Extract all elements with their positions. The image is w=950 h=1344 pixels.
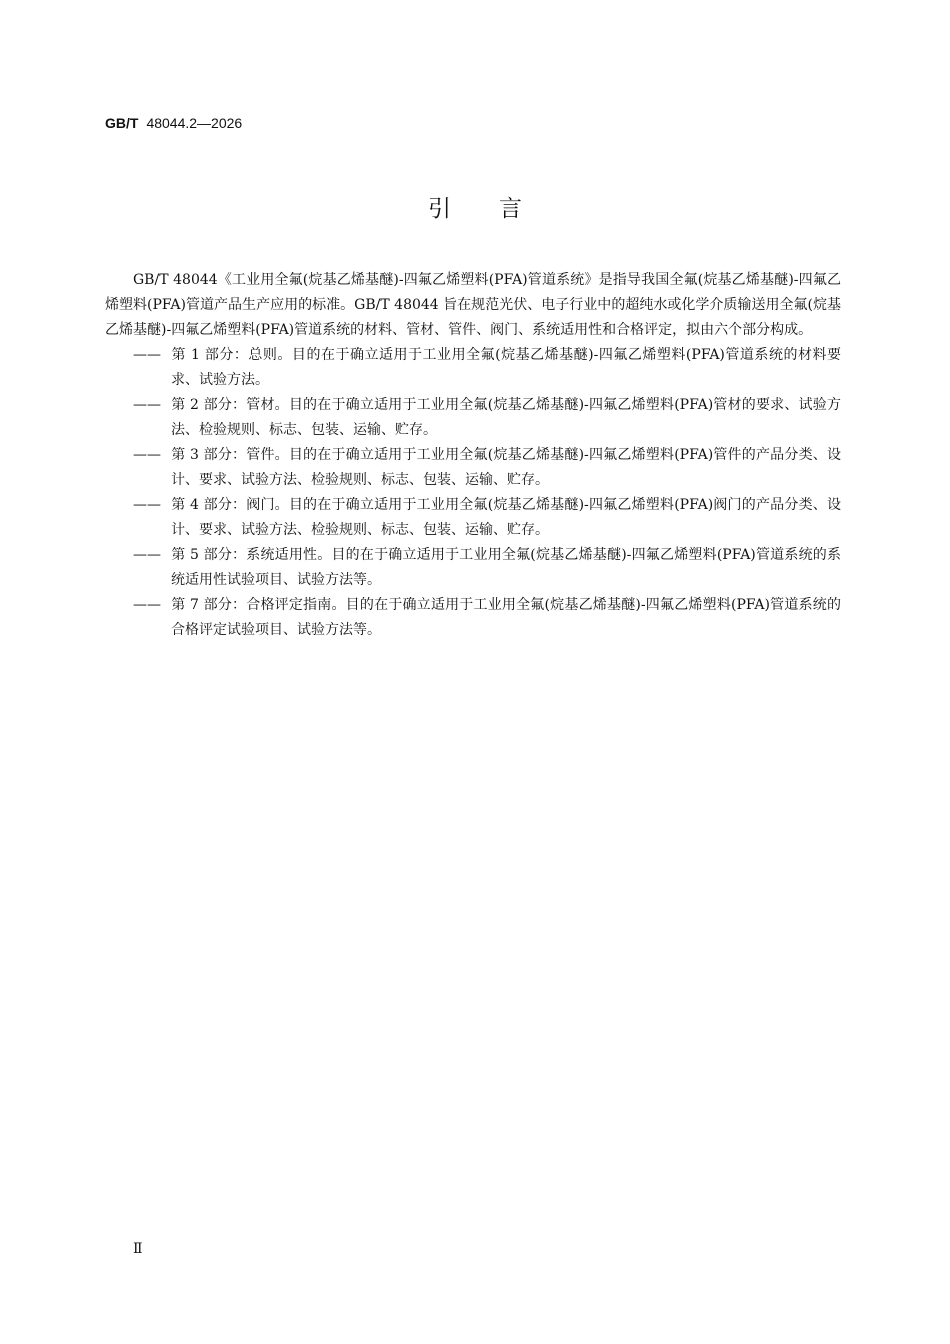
list-item-text: 第 5 部分：系统适用性。目的在于确立适用于工业用全氟(烷基乙烯基醚)-四氟乙烯塑料(PFA)管道系统的系统适用性试验项目、试验方法等。	[171, 547, 841, 588]
standard-number: 48044.2—2026	[146, 115, 243, 131]
list-item	[105, 343, 841, 393]
list-dash: ——	[133, 597, 161, 613]
page-number: Ⅱ	[133, 1241, 143, 1257]
list-item	[105, 543, 841, 593]
standard-code: GB/T	[105, 115, 139, 131]
list-dash: ——	[133, 397, 161, 413]
list-item	[105, 593, 841, 643]
list-item	[105, 493, 841, 543]
page-title: 引言	[428, 196, 570, 222]
document-body	[105, 268, 841, 643]
list-dash: ——	[133, 547, 161, 563]
list-item-text: 第 3 部分：管件。目的在于确立适用于工业用全氟(烷基乙烯基醚)-四氟乙烯塑料(PFA)管件的产品分类、设计、要求、试验方法、检验规则、标志、包装、运输、贮存。	[171, 447, 841, 488]
list-item	[105, 393, 841, 443]
list-item-text: 第 4 部分：阀门。目的在于确立适用于工业用全氟(烷基乙烯基醚)-四氟乙烯塑料(PFA)阀门的产品分类、设计、要求、试验方法、检验规则、标志、包装、运输、贮存。	[171, 497, 841, 538]
list-item	[105, 443, 841, 493]
intro-paragraph: GB/T 48044《工业用全氟(烷基乙烯基醚)-四氟乙烯塑料(PFA)管道系统》是指导我国全氟(烷基乙烯基醚)-四氟乙烯塑料(PFA)管道产品生产应用的标准。GB/T 48044 旨在规范光伏、电子行业中的超纯水或化学介质输送用全氟(烷基乙烯基醚)-四氟乙烯塑料(PFA)管道系统的材料、管材、管件、阀门、系统适用性和合格评定，拟由六个部分构成。	[105, 272, 841, 338]
list-dash: ——	[133, 447, 161, 463]
document-header	[105, 114, 242, 132]
list-item-text: 第 2 部分：管材。目的在于确立适用于工业用全氟(烷基乙烯基醚)-四氟乙烯塑料(PFA)管材的要求、试验方法、检验规则、标志、包装、运输、贮存。	[171, 397, 841, 438]
list-dash: ——	[133, 347, 161, 363]
list-item-text: 第 7 部分：合格评定指南。目的在于确立适用于工业用全氟(烷基乙烯基醚)-四氟乙烯塑料(PFA)管道系统的合格评定试验项目、试验方法等。	[171, 597, 841, 638]
list-dash: ——	[133, 497, 161, 513]
list-item-text: 第 1 部分：总则。目的在于确立适用于工业用全氟(烷基乙烯基醚)-四氟乙烯塑料(PFA)管道系统的材料要求、试验方法。	[171, 347, 841, 388]
